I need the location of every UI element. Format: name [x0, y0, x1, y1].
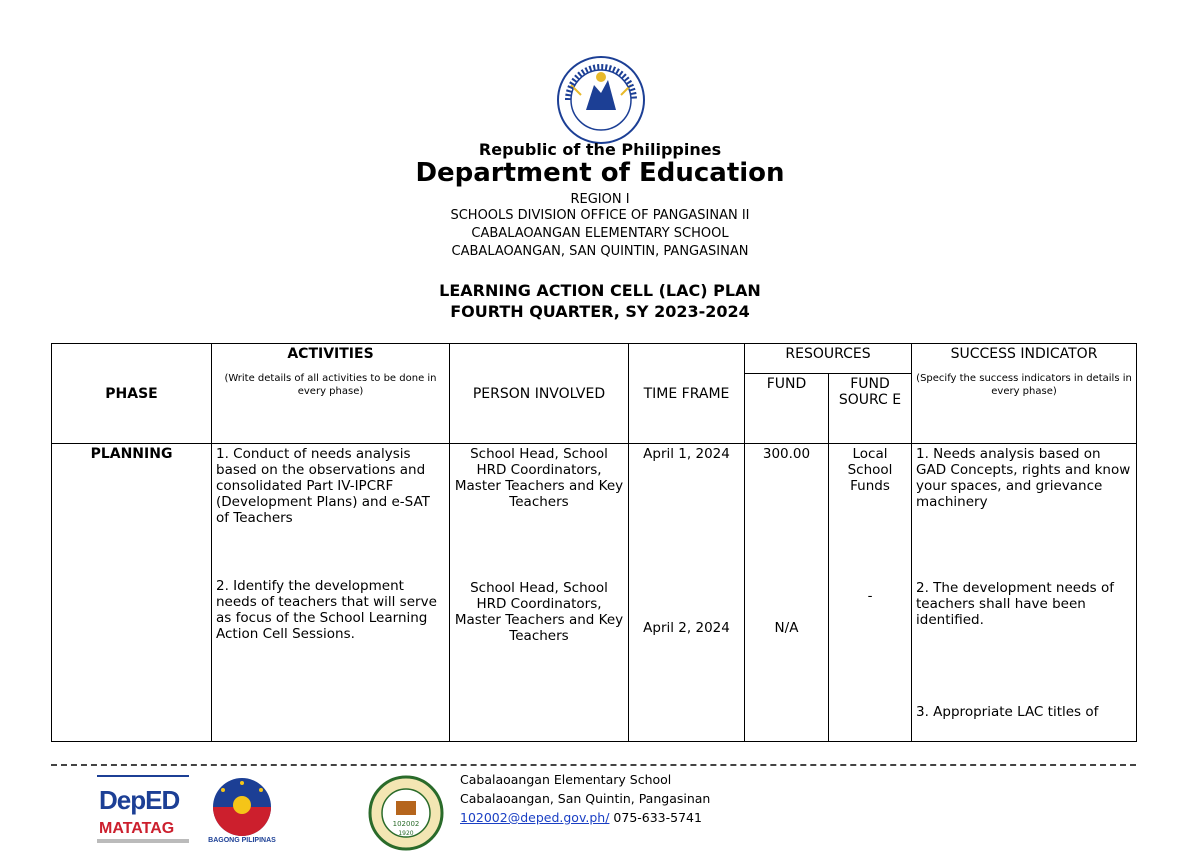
deped-matatag-logo — [97, 775, 189, 845]
footer-phone: 075-633-5741 — [609, 810, 702, 825]
indicator-3: 3. Appropriate LAC titles of — [916, 704, 1099, 720]
source-2: - — [867, 588, 873, 604]
bagong-pilipinas-logo — [197, 775, 287, 847]
activity-1: 1. Conduct of needs analysis based on the observations and consolidated Part IV-IPCRF (Development Plans) and e-SAT of Teachers — [216, 446, 430, 526]
time-1: April 1, 2024 — [643, 446, 730, 462]
header-person-label: PERSON INVOLVED — [472, 385, 606, 402]
header-department: Department of Education — [415, 158, 785, 188]
header-person — [450, 344, 629, 444]
school-seal-logo — [368, 775, 444, 851]
header-division: SCHOOLS DIVISION OFFICE OF PANGASINAN II — [450, 208, 750, 223]
school-seal-id: 102002 — [392, 820, 420, 828]
header-phase: PHASE — [52, 344, 212, 444]
activities-cell — [212, 444, 450, 742]
footer-divider — [51, 764, 1136, 766]
header-activities-label: ACTIVITIES — [287, 346, 374, 362]
source-1: Local School Funds — [847, 446, 893, 494]
header-resources: RESOURCES — [745, 344, 912, 374]
school-seal-year: 1920 — [398, 830, 414, 837]
bagong-pilipinas-wordmark: BAGONG PILIPINAS — [208, 837, 276, 844]
person-1: School Head, School HRD Coordinators, Master Teachers and Key Teachers — [454, 446, 624, 510]
persons-cell — [450, 444, 629, 742]
header-school: CABALAOANGAN ELEMENTARY SCHOOL — [471, 226, 729, 241]
time-2: April 2, 2024 — [643, 620, 730, 636]
header-time — [629, 344, 745, 444]
footer-contact-line — [460, 808, 710, 827]
activity-2: 2. Identify the development needs of teachers that will serve as focus of the School Learning Action Cell Sessions. — [216, 578, 437, 642]
header-region: REGION I — [570, 192, 630, 207]
fund-2: N/A — [774, 620, 799, 636]
time-cell — [629, 444, 745, 742]
person-2: School Head, School HRD Coordinators, Master Teachers and Key Teachers — [454, 580, 624, 644]
lac-plan-table — [51, 343, 1137, 742]
fund-1: 300.00 — [762, 446, 811, 462]
plan-title: LEARNING ACTION CELL (LAC) PLAN — [439, 281, 761, 300]
footer-contact — [460, 770, 710, 827]
header-success — [912, 344, 1137, 444]
footer-email-link[interactable]: 102002@deped.gov.ph/ — [460, 810, 610, 825]
header-activities-note: (Write details of all activities to be done in every phase) — [224, 373, 437, 397]
header-success-note: (Specify the success indicators in details in every phase) — [916, 373, 1132, 397]
header-success-label: SUCCESS INDICATOR — [950, 346, 1098, 362]
deped-wordmark: DepED — [99, 785, 180, 815]
phase-planning: PLANNING — [52, 444, 212, 742]
header-fund: FUND — [745, 374, 829, 444]
header-fund-source: FUND SOURC E — [829, 374, 912, 444]
indicator-2: 2. The development needs of teachers shall have been identified. — [916, 580, 1115, 628]
fund-cell — [745, 444, 829, 742]
footer-school-name: Cabalaoangan Elementary School — [460, 772, 672, 787]
header-address: CABALAOANGAN, SAN QUINTIN, PANGASINAN — [451, 244, 749, 259]
header-republic: Republic of the Philippines — [478, 140, 722, 159]
header-activities — [212, 344, 450, 444]
source-cell — [829, 444, 912, 742]
indicator-1: 1. Needs analysis based on GAD Concepts, rights and know your spaces, and grievance machinery — [916, 446, 1131, 510]
indicators-cell — [912, 444, 1137, 742]
footer-school-address: Cabalaoangan, San Quintin, Pangasinan — [460, 791, 711, 806]
plan-subtitle: FOURTH QUARTER, SY 2023-2024 — [450, 302, 750, 321]
bagong-pilipinas-emblem-icon — [197, 775, 287, 837]
header-time-label: TIME FRAME — [643, 385, 730, 402]
deped-seal-logo — [556, 55, 646, 145]
matatag-wordmark: MATATAG — [99, 820, 175, 837]
